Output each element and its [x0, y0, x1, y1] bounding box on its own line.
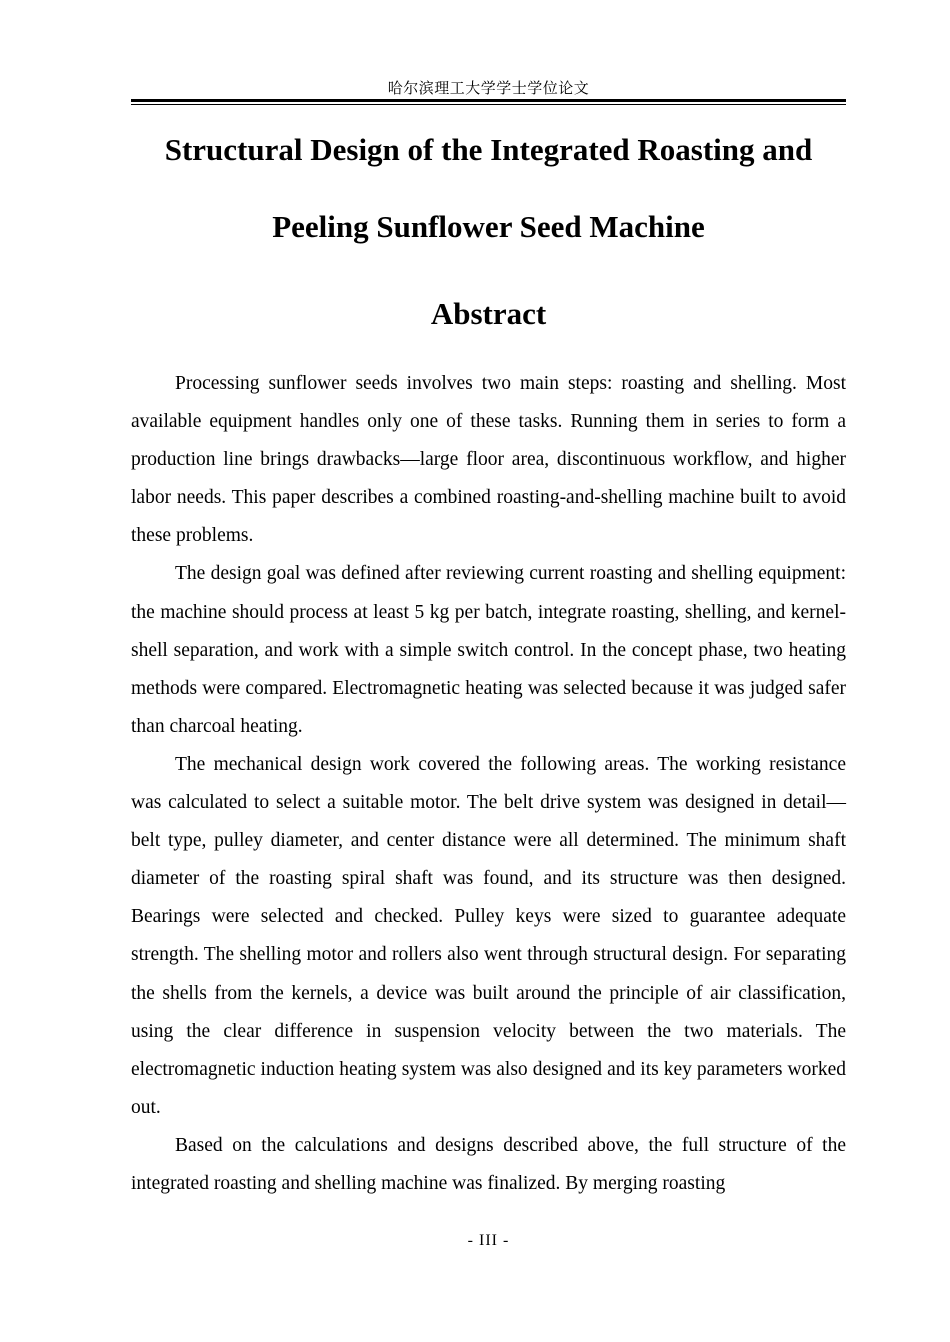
header-rule-thin	[131, 104, 846, 105]
abstract-paragraph: Processing sunflower seeds involves two main steps: roasting and shelling. Most available equipment handles only one of these tasks. Running them in series to form a production line brings drawbacks—large floor area, discontinuous workflow, and higher labor needs. This paper describes a combined roasting-and-shelling machine built to avoid these problems.	[131, 373, 846, 547]
abstract-paragraph: Based on the calculations and designs described above, the full structure of the integrated roasting and shelling machine was finalized. By merging roasting	[131, 1134, 846, 1194]
abstract-heading: Abstract	[430, 296, 547, 331]
page-number: - III -	[467, 1232, 510, 1249]
abstract-body	[131, 365, 846, 1203]
abstract-paragraph: The mechanical design work covered the following areas. The working resistance was calculated to select a suitable motor. The belt drive system was designed in detail—belt type, pulley diameter, and center distance were all determined. The minimum shaft diameter of the roasting spiral shaft was found, and its structure was then designed. Bearings were selected and checked. Pulley keys were sized to guarantee adequate strength. The shelling motor and rollers also went through structural design. For separating the shells from the kernels, a device was built around the principle of air classification, using the clear difference in suspension velocity between the two materials. The electromagnetic induction heating system was also designed and its key parameters worked out.	[131, 753, 846, 1118]
header-rule-thick	[131, 99, 846, 102]
thesis-title-line-2: Peeling Sunflower Seed Machine	[272, 209, 705, 244]
thesis-title	[120, 126, 857, 280]
abstract-paragraph: The design goal was defined after reviewing current roasting and shelling equipment: the machine should process at least 5 kg per batch, integrate roasting, shelling, and kernel-shell separation, and work with a simple switch control. In the concept phase, two heating methods were compared. Electromagnetic heating was selected because it was judged safer than charcoal heating.	[131, 563, 846, 737]
running-header: 哈尔滨理工大学学士学位论文	[387, 79, 590, 97]
thesis-title-line-1: Structural Design of the Integrated Roasting and	[164, 132, 813, 167]
